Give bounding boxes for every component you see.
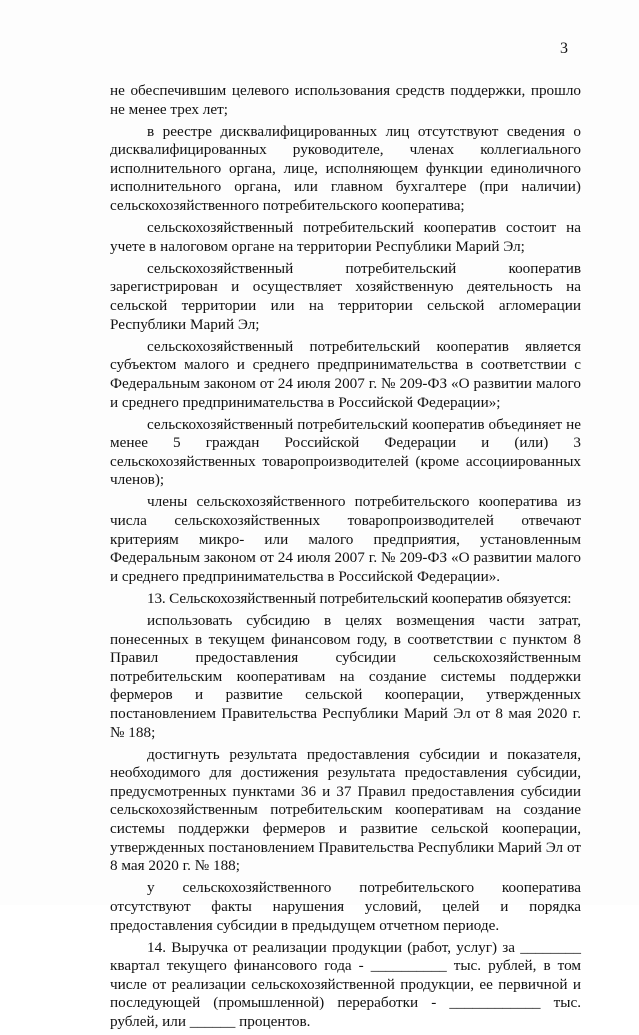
paragraph-tax-registration: сельскохозяйственный потребительский кооператив состоит на учете в налоговом органе на территории Республики Марий Эл; <box>110 219 581 255</box>
paragraph-no-violations: у сельскохозяйственного потребительского кооператива отсутствуют факты нарушения условий, целей и порядка предоставления субсидии в предыдущем отчетном периоде. <box>110 879 581 934</box>
paragraph-members-count: сельскохозяйственный потребительский кооператив объединяет не менее 5 граждан Российской Федерации и (или) 3 сельскохозяйственных товаропроизводителей (кроме ассоциированных членов); <box>110 415 581 489</box>
paragraph-rural-territory: сельскохозяйственный потребительский кооператив зарегистрирован и осуществляет хозяйственную деятельность на сельской территории или на территории сельской агломерации Республики Марий Эл; <box>110 259 581 333</box>
paragraph-small-business: сельскохозяйственный потребительский кооператив является субъектом малого и среднего предпринимательства в соответствии с Федеральным законом от 24 июля 2007 г. № 209-ФЗ «О развитии малого и среднего предпринимательства в Российской Федерации»; <box>110 337 581 411</box>
paragraph-members-criteria: члены сельскохозяйственного потребительского кооператива из числа сельскохозяйственных товаропроизводителей отвечают критериям микро- или малого предприятия, установленным Федеральным законом от 24 июля 2007 г. № 209-ФЗ «О развитии малого и среднего предпринимательства в Российской Федерации». <box>110 493 581 585</box>
page-number: 3 <box>560 40 568 57</box>
paragraph-section-13: 13. Сельскохозяйственный потребительский кооператив обязуется: <box>147 589 572 607</box>
paragraph-achieve-result: достигнуть результата предоставления субсидии и показателя, необходимого для достижения результата предоставления субсидии, предусмотренных пунктами 36 и 37 Правил предоставления субсидии сельскохозяйственным потребительским кооперативам на создание системы поддержки фермеров и развитие сельской кооперации, утвержденных постановлением Правительства Республики Марий Эл от 8 мая 2020 г. № 188; <box>110 745 581 875</box>
document-body <box>110 82 581 1035</box>
paragraph-use-subsidy: использовать субсидию в целях возмещения части затрат, понесенных в текущем финансовом году, в соответствии с пунктом 8 Правил предоставления субсидии сельскохозяйственным потребительским кооперативам на создание системы поддержки фермеров и развитие сельской кооперации, утвержденных постановлением Правительства Республики Марий Эл от 8 мая 2020 г. № 188; <box>110 612 581 741</box>
paragraph-continuation: не обеспечившим целевого использования средств поддержки, прошло не менее трех лет; <box>110 82 581 118</box>
paragraph-disqualified-registry: в реестре дисквалифицированных лиц отсутствуют сведения о дисквалифицированных руководителе, членах коллегиального исполнительного органа, лице, исполняющем функции единоличного исполнительного органа, или главном бухгалтере (при наличии) сельскохозяйственного потребительского кооператива; <box>110 122 581 215</box>
paragraph-section-14: 14. Выручка от реализации продукции (работ, услуг) за ________ квартал текущего финансового года - __________ тыс. рублей, в том числе от реализации сельскохозяйственной продукции, ее первичной и последующей (промышленной) переработки - ____________ тыс. рублей, или ______ процентов. <box>110 938 581 1030</box>
